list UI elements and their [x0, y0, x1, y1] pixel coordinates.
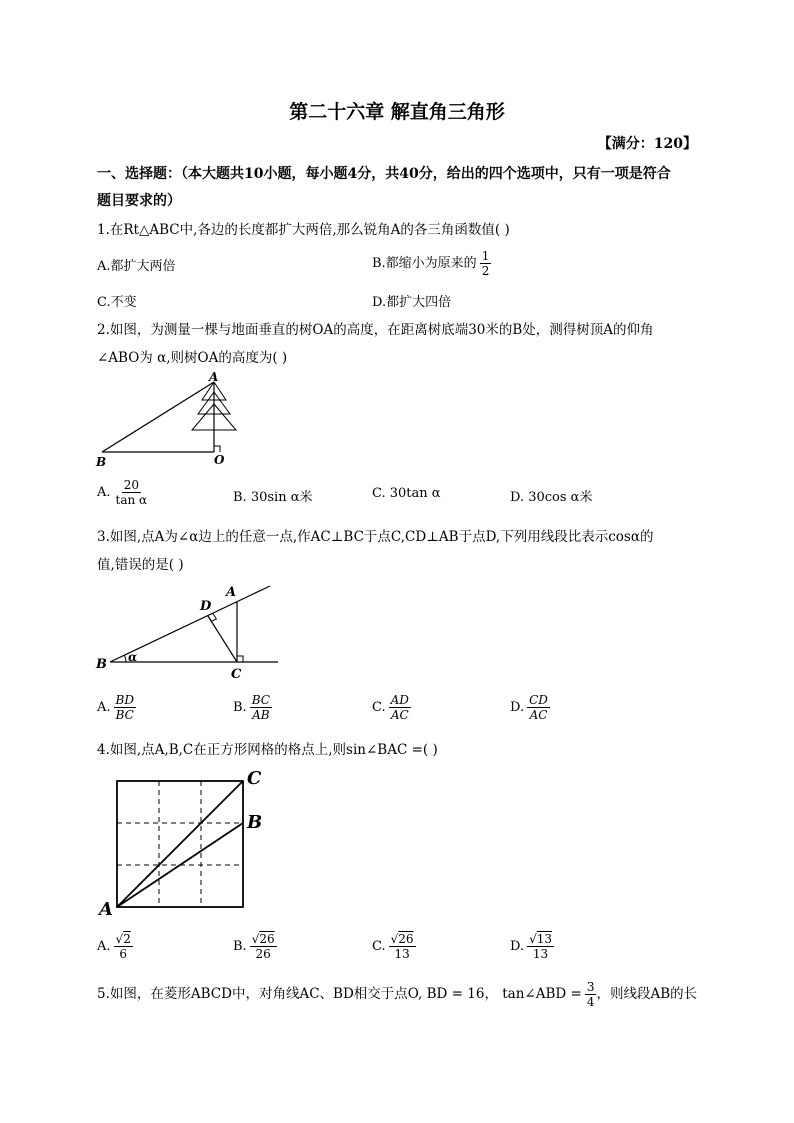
point-d-label: D	[200, 599, 212, 614]
question-3-line2: 值,错误的是( )	[97, 557, 184, 573]
tan-fraction: $\frac{3}{4}$	[586, 980, 595, 1009]
question-2-option-a: A. $\frac{20}{\text{tan α}}$	[97, 478, 148, 507]
section-heading-line2: 题目要求的）	[97, 193, 181, 209]
page-title: 第二十六章 解直角三角形	[289, 101, 505, 123]
alpha-label: α	[128, 650, 138, 664]
question-1-text: 1.在Rt△ABC中,各边的长度都扩大两倍,那么锐角A的各三角函数值( )	[97, 222, 510, 238]
full-score: 【满分：120】	[597, 136, 697, 152]
angle-projection-figure	[92, 580, 292, 680]
point-c-label: C	[247, 768, 262, 789]
question-4-option-a: A. $\frac{√2}{6}$	[97, 932, 131, 961]
question-3-line1: 3.如图,点A为∠α边上的任意一点,作AC⊥BC于点C,CD⊥AB于点D,下列用线段比表示cosα的	[97, 529, 654, 545]
question-1-option-a: A.都扩大两倍	[97, 259, 176, 274]
right-angle-c	[237, 656, 243, 662]
segment-ac	[117, 781, 243, 907]
point-a-label: A	[99, 899, 113, 920]
point-b-label: B	[247, 812, 263, 833]
question-2-line1: 2.如图，为测量一棵与地面垂直的树OA的高度，在距离树底端30米的B处，测得树顶A的仰角	[97, 322, 654, 338]
question-2-line2: ∠ABO为 α,则树OA的高度为( )	[97, 350, 288, 366]
right-angle-mark	[214, 446, 220, 452]
question-4-text: 4.如图,点A,B,C在正方形网格的格点上,则sin∠BAC =( )	[97, 742, 438, 758]
question-3-option-c: C. $\frac{AD}{AC}$	[372, 693, 409, 722]
question-3-option-b: B. $\frac{BC}{AB}$	[233, 693, 270, 722]
square-grid-figure	[96, 764, 276, 922]
question-2-option-d: D. 30cos α米	[510, 490, 593, 505]
question-4-option-d: D. $\frac{√13}{13}$	[510, 932, 553, 961]
point-c-label: C	[231, 667, 242, 680]
one-half-fraction: $\frac{1}{2}$	[481, 249, 490, 278]
point-a-label: A	[209, 370, 219, 384]
question-5-text: 5.如图，在菱形ABCD中，对角线AC、BD相交于点O, BD = 16， tan∠ABD = $\frac{3}{4}$ ，则线段AB的长	[97, 980, 698, 1009]
point-b-label: B	[96, 455, 107, 469]
question-2-option-c: C. 30tan α	[372, 486, 441, 501]
question-2-option-b: B. 30sin α米	[233, 490, 313, 505]
question-4-option-b: B. $\frac{√26}{26}$	[233, 932, 275, 961]
point-o-label: O	[214, 453, 225, 467]
right-angle-d	[211, 614, 216, 622]
option-a-fraction: $\frac{20}{\text{tan α}}$	[115, 478, 148, 507]
point-a-label: A	[226, 585, 237, 600]
question-1-option-d: D.都扩大四倍	[372, 295, 452, 310]
option-b-text: B.都缩小为原来的	[372, 256, 477, 271]
question-3-option-a: A. $\frac{BD}{BC}$	[97, 693, 134, 722]
section-heading-line1: 一、选择题：（本大题共10小题，每小题4分，共40分，给出的四个选项中，只有一项是符合	[97, 166, 671, 182]
segment-cd	[208, 616, 237, 662]
sight-line	[102, 382, 214, 452]
question-4-option-c: C. $\frac{√26}{13}$	[372, 932, 414, 961]
point-b-label: B	[96, 657, 107, 672]
question-3-option-d: D. $\frac{CD}{AC}$	[510, 693, 548, 722]
question-1-option-b	[372, 249, 491, 278]
question-1-option-c: C.不变	[97, 295, 137, 310]
angle-arc	[124, 655, 126, 662]
tree-height-figure	[92, 370, 252, 470]
